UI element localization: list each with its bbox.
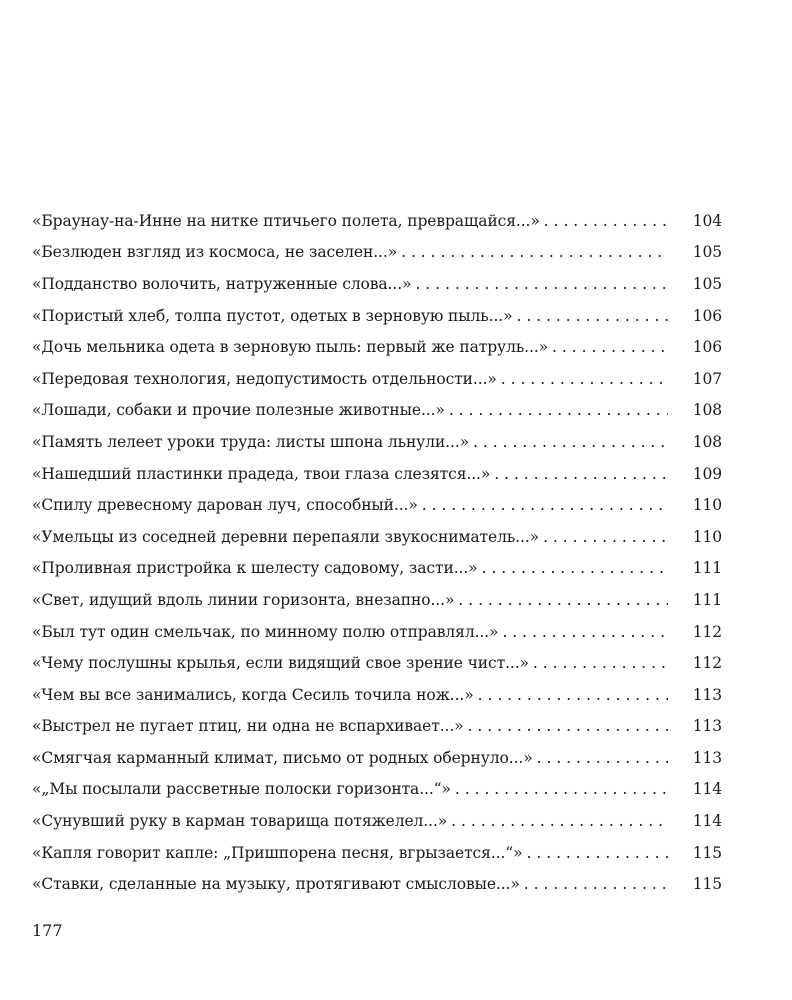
dot-leader <box>478 686 668 704</box>
toc-entry-title: «Свет, идущий вдоль линии горизонта, внезапно...» <box>32 591 458 609</box>
toc-entry-page: 115 <box>692 843 722 862</box>
dot-leader <box>524 875 668 893</box>
toc-entry <box>32 268 722 300</box>
dot-leader <box>455 780 668 798</box>
toc-entry-page: 111 <box>692 559 722 578</box>
toc-entry-page: 108 <box>692 401 722 420</box>
page-number: 177 <box>32 921 63 940</box>
dot-leader <box>422 496 668 514</box>
toc-entry <box>32 553 722 585</box>
toc-entry-title: «Подданство волочить, натруженные слова...» <box>32 275 415 293</box>
dot-leader <box>458 591 668 609</box>
toc-entry-title: «Сунувший руку в карман товарища потяжелел...» <box>32 812 451 830</box>
toc-entry-page: 114 <box>692 812 722 831</box>
toc-entry <box>32 331 722 363</box>
dot-leader <box>451 812 668 830</box>
dot-leader <box>552 338 668 356</box>
dot-leader <box>533 654 668 672</box>
dot-leader <box>401 243 668 261</box>
toc-entry-title: «Выстрел не пугает птиц, ни одна не вспархивает...» <box>32 717 468 735</box>
dot-leader <box>543 528 668 546</box>
toc-entry-page: 115 <box>692 875 722 894</box>
dot-leader <box>502 623 668 641</box>
toc-entry <box>32 679 722 711</box>
toc-entry-title: «Был тут один смельчак, по минному полю отправлял...» <box>32 623 502 641</box>
toc-entry-title: «Пористый хлеб, толпа пустот, одетых в зерновую пыль...» <box>32 307 516 325</box>
toc-entry <box>32 205 722 237</box>
toc-entry <box>32 774 722 806</box>
toc-entry-page: 106 <box>692 338 722 357</box>
toc-entry <box>32 395 722 427</box>
toc-entry-title: «Безлюден взгляд из космоса, не заселен...» <box>32 243 401 261</box>
toc-entry-title: «Лошади, собаки и прочие полезные животные...» <box>32 401 449 419</box>
toc-entry-title: «„Мы посылали рассветные полоски горизонта...“» <box>32 780 455 798</box>
toc-entry-title: «Смягчая карманный климат, письмо от родных обернуло...» <box>32 749 537 767</box>
dot-leader <box>482 559 668 577</box>
toc-entry-page: 106 <box>692 306 722 325</box>
toc-entry-title: «Капля говорит капле: „Пришпорена песня, вгрызается...“» <box>32 844 527 862</box>
toc-entry-title: «Спилу древесному дарован луч, способный...» <box>32 496 422 514</box>
toc-entry-page: 109 <box>692 464 722 483</box>
dot-leader <box>449 401 668 419</box>
toc-entry <box>32 584 722 616</box>
toc-entry-page: 113 <box>692 748 722 767</box>
toc-entry <box>32 647 722 679</box>
dot-leader <box>473 433 668 451</box>
toc-entry-page: 107 <box>692 369 722 388</box>
dot-leader <box>501 370 668 388</box>
dot-leader <box>527 844 668 862</box>
toc-entry <box>32 363 722 395</box>
toc-entry-page: 114 <box>692 780 722 799</box>
toc-entry-page: 108 <box>692 432 722 451</box>
toc-entry-title: «Чем вы все занимались, когда Сесиль точила нож...» <box>32 686 478 704</box>
toc-entry-page: 113 <box>692 717 722 736</box>
toc-entry <box>32 868 722 900</box>
toc-entry-page: 112 <box>692 654 722 673</box>
table-of-contents <box>32 205 722 900</box>
dot-leader <box>494 465 668 483</box>
toc-entry <box>32 458 722 490</box>
toc-entry-title: «Ставки, сделанные на музыку, протягивают смысловые...» <box>32 875 524 893</box>
toc-entry <box>32 237 722 269</box>
toc-entry-title: «Умельцы из соседней деревни перепаяли звукосниматель...» <box>32 528 543 546</box>
toc-entry-page: 105 <box>692 243 722 262</box>
toc-entry <box>32 521 722 553</box>
dot-leader <box>537 749 668 767</box>
toc-entry-page: 104 <box>692 211 722 230</box>
toc-entry <box>32 426 722 458</box>
toc-entry-title: «Память лелеет уроки труда: листы шпона льнули...» <box>32 433 473 451</box>
toc-entry-title: «Браунау-на-Инне на нитке птичьего полета, превращайся...» <box>32 212 544 230</box>
toc-entry-title: «Передовая технология, недопустимость отдельности...» <box>32 370 501 388</box>
dot-leader <box>468 717 668 735</box>
toc-entry <box>32 837 722 869</box>
toc-entry <box>32 711 722 743</box>
toc-entry-page: 113 <box>692 685 722 704</box>
dot-leader <box>516 307 668 325</box>
toc-entry-page: 110 <box>692 496 722 515</box>
toc-entry-title: «Чему послушны крылья, если видящий свое зрение чист...» <box>32 654 533 672</box>
dot-leader <box>544 212 668 230</box>
toc-entry-title: «Дочь мельника одета в зерновую пыль: первый же патруль...» <box>32 338 552 356</box>
toc-entry <box>32 805 722 837</box>
toc-entry-page: 112 <box>692 622 722 641</box>
toc-entry-page: 110 <box>692 527 722 546</box>
toc-entry <box>32 300 722 332</box>
dot-leader <box>415 275 668 293</box>
toc-entry-page: 111 <box>692 590 722 609</box>
toc-entry <box>32 489 722 521</box>
toc-entry <box>32 616 722 648</box>
toc-entry <box>32 742 722 774</box>
toc-entry-title: «Нашедший пластинки прадеда, твои глаза слезятся...» <box>32 465 494 483</box>
toc-entry-page: 105 <box>692 274 722 293</box>
toc-entry-title: «Проливная пристройка к шелесту садовому, засти...» <box>32 559 482 577</box>
